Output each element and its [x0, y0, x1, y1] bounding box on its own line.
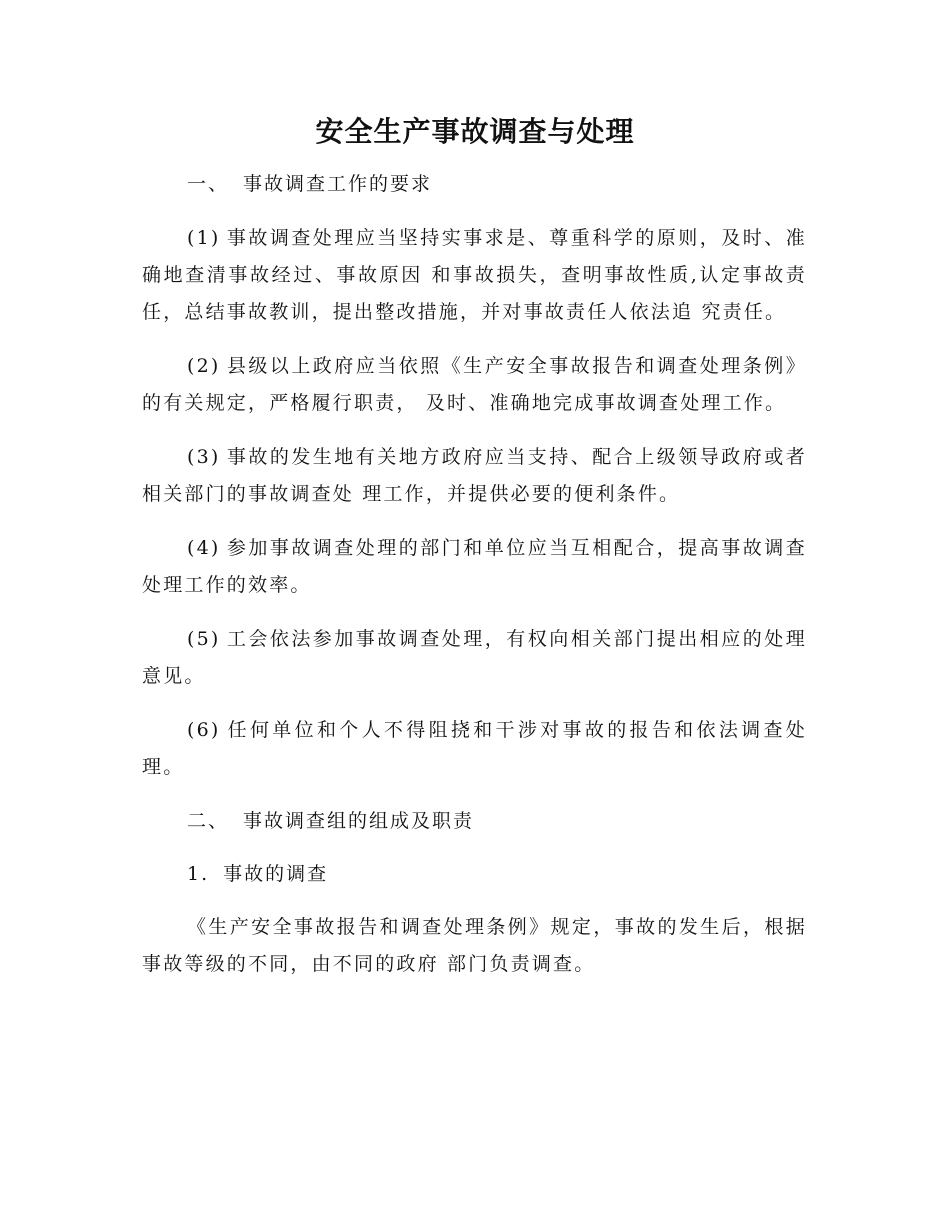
item-text: 事故调查处理应当坚持实事求是、尊重科学的原则，及时、准确地查清事故经过、事故原因 和事故损失，查明事故性质,认定事故责任，总结事故教训，提出整改措施，并对事故责任人依法追 究责任。 [142, 227, 807, 323]
item-number: (3) [187, 446, 221, 468]
paragraph-item-1 [142, 220, 807, 331]
item-number: (5) [187, 628, 221, 650]
document-body [142, 166, 807, 983]
item-number: (6) [187, 719, 221, 741]
subsection-number: 1. [187, 863, 210, 885]
item-text: 参加事故调查处理的部门和单位应当互相配合，提高事故调查处理工作的效率。 [142, 537, 807, 596]
paragraph-item-4 [142, 530, 807, 604]
paragraph-item-5 [142, 621, 807, 695]
paragraph-item-2 [142, 348, 807, 422]
item-text: 任何单位和个人不得阻挠和干涉对事故的报告和依法调查处理。 [142, 719, 807, 778]
section-number: 一、 [187, 173, 230, 195]
document-title: 安全生产事故调查与处理 [315, 115, 635, 148]
subsection-heading-1 [142, 856, 807, 892]
paragraph-item-3 [142, 439, 807, 513]
paragraph-investigation: 《生产安全事故报告和调查处理条例》规定，事故的发生后，根据事故等级的不同，由不同的政府 部门负责调查。 [142, 916, 807, 975]
section-heading-2 [142, 803, 807, 839]
item-text: 县级以上政府应当依照《生产安全事故报告和调查处理条例》的有关规定，严格履行职责， 及时、准确地完成事故调查处理工作。 [142, 355, 807, 414]
section-heading-1 [142, 166, 807, 202]
item-text: 工会依法参加事故调查处理，有权向相关部门提出相应的处理意见。 [142, 628, 807, 687]
section-heading-text: 事故调查工作的要求 [243, 173, 433, 195]
section-number: 二、 [187, 810, 230, 832]
item-number: (1) [187, 227, 221, 249]
item-text: 事故的发生地有关地方政府应当支持、配合上级领导政府或者相关部门的事故调查处 理工作，并提供必要的便利条件。 [142, 446, 807, 505]
section-heading-text: 事故调查组的组成及职责 [243, 810, 475, 832]
item-number: (4) [187, 537, 221, 559]
item-number: (2) [187, 355, 221, 377]
subsection-heading-text: 事故的调查 [223, 863, 329, 885]
paragraph-item-6 [142, 712, 807, 786]
